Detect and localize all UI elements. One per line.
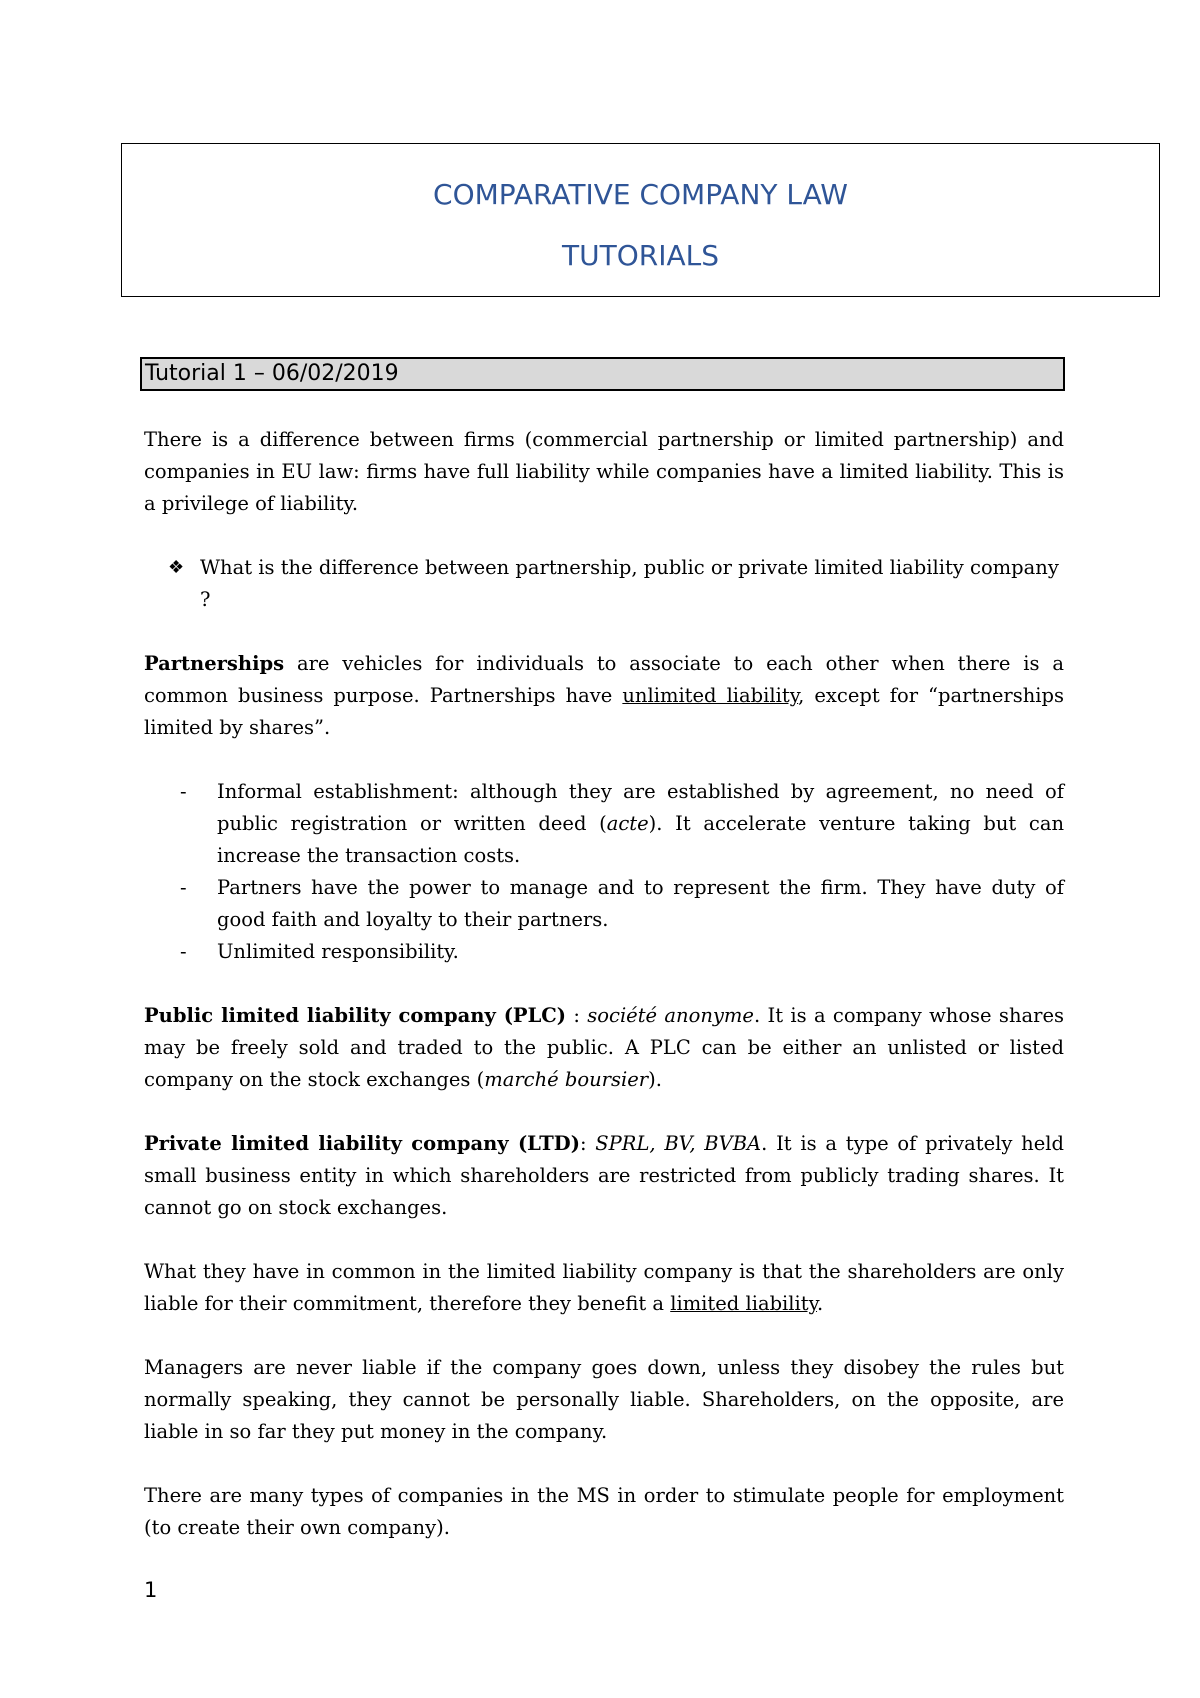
limited-liability-underlined: limited liability bbox=[670, 1292, 818, 1315]
list-item bbox=[144, 936, 1064, 968]
unlimited-liability-underlined: unlimited liability bbox=[622, 684, 799, 707]
list-item-text: Informal establishment: although they are established by agreement, no need of public registration or written deed (acte). It accelerate venture taking but can increase the transaction costs. bbox=[217, 780, 1064, 867]
tutorial-header: Tutorial 1 – 06/02/2019 bbox=[140, 357, 1065, 391]
marche-boursier-italic: marché boursier bbox=[484, 1068, 649, 1091]
diamond-bullet-icon: ❖ bbox=[168, 557, 185, 578]
acte-italic: acte bbox=[606, 812, 649, 835]
ltd-forms-italic: SPRL, BV, BVBA bbox=[595, 1132, 762, 1155]
dash-bullet: - bbox=[180, 940, 187, 963]
question-item bbox=[144, 552, 1064, 616]
page-number: 1 bbox=[144, 1578, 158, 1602]
types-paragraph: There are many types of companies in the MS in order to stimulate people for employment (to create their own company). bbox=[144, 1484, 1064, 1539]
dash-bullet: - bbox=[180, 780, 187, 803]
intro-paragraph: There is a difference between firms (commercial partnership or limited partnership) and companies in EU law: firms have full liability while companies have a limited liability. This is a privilege of liability. bbox=[144, 428, 1064, 515]
managers-paragraph: Managers are never liable if the company goes down, unless they disobey the rules but normally speaking, they cannot be personally liable. Shareholders, on the opposite, are liable in so far they put money in the company. bbox=[144, 1356, 1064, 1443]
partnerships-term: Partnerships bbox=[144, 652, 285, 675]
question-text: What is the difference between partnership, public or private limited liability company ? bbox=[200, 556, 1059, 611]
list-item bbox=[144, 872, 1064, 936]
societe-anonyme-italic: société anonyme bbox=[587, 1004, 754, 1027]
plc-paragraph: Public limited liability company (PLC) : société anonyme. It is a company whose shares may be freely sold and traded to the public. A PLC can be either an unlisted or listed company on the stock exchanges (marché boursier). bbox=[144, 1004, 1064, 1091]
partnerships-text-end: , except for “partnerships limited by shares”. bbox=[144, 684, 1064, 739]
document-subtitle: TUTORIALS bbox=[562, 239, 719, 272]
document-title-box bbox=[121, 143, 1160, 297]
partnerships-paragraph bbox=[144, 648, 1064, 744]
partnerships-text: are vehicles for individuals to associate to each other when there is a common business purpose. Partnerships have bbox=[144, 652, 1064, 707]
list-item bbox=[144, 776, 1064, 872]
partnership-points-list bbox=[144, 776, 1064, 968]
list-item-text: Unlimited responsibility. bbox=[217, 940, 459, 963]
plc-term: Public limited liability company (PLC) bbox=[144, 1004, 567, 1027]
document-title: COMPARATIVE COMPANY LAW bbox=[433, 178, 848, 211]
ltd-paragraph: Private limited liability company (LTD): SPRL, BV, BVBA. It is a type of privately held small business entity in which shareholders are restricted from publicly trading shares. It cannot go on stock exchanges. bbox=[144, 1132, 1064, 1219]
dash-bullet: - bbox=[180, 876, 187, 899]
ltd-term: Private limited liability company (LTD) bbox=[144, 1132, 580, 1155]
document-body bbox=[144, 424, 1064, 1576]
common-paragraph: What they have in common in the limited liability company is that the shareholders are only liable for their commitment, therefore they benefit a limited liability. bbox=[144, 1260, 1064, 1315]
list-item-text: Partners have the power to manage and to represent the firm. They have duty of good faith and loyalty to their partners. bbox=[217, 876, 1064, 931]
